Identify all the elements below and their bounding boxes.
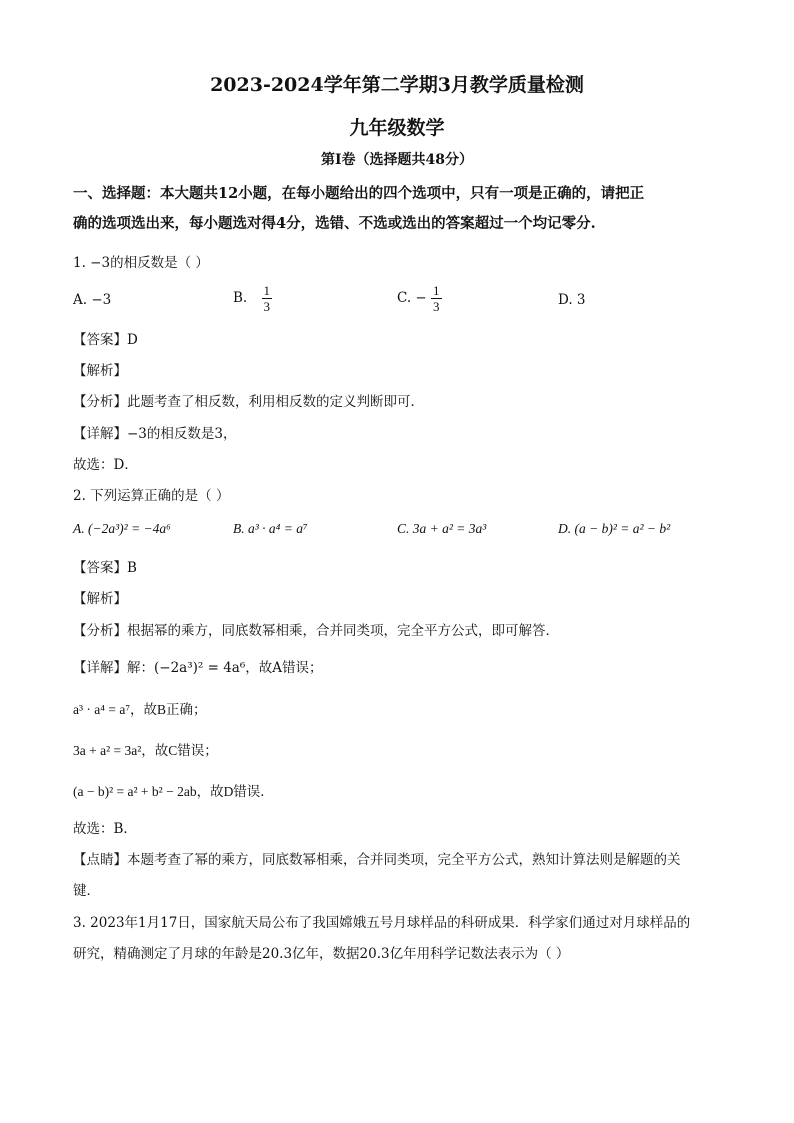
q1-analysis-heading: 【解析】 [73, 363, 127, 379]
q1-option-c-label: C. − [397, 290, 427, 306]
q2-answer: 【答案】B [73, 560, 137, 576]
q2-comment-line-1: 【点睛】本题考查了幂的乘方，同底数幂相乘，合并同类项，完全平方公式，熟知计算法则是解题的关 [73, 852, 681, 868]
q1-analysis: 【分析】此题考查了相反数，利用相反数的定义判断即可． [73, 394, 424, 410]
q2-detail-1: 【详解】解：(−2a³)² = 4a⁶，故A错误； [73, 660, 323, 676]
instructions-line-2: 确的选项选出来，每小题选对得4分，选错、不选或选出的答案超过一个均记零分. [73, 215, 596, 232]
q1-option-b-numerator: 1 [263, 283, 271, 298]
instructions-line-1: 一、选择题：本大题共12小题，在每小题给出的四个选项中，只有一项是正确的，请把正 [73, 185, 645, 202]
q1-option-c-fraction [431, 283, 442, 314]
q2-comment-line-2: 键． [73, 883, 100, 899]
q2-detail-3: 3a + a² = 3a²，故C错误； [73, 743, 218, 758]
q1-answer: 【答案】D [73, 332, 138, 348]
q1-option-b [233, 283, 272, 314]
q3-stem-line-2: 研究，精确测定了月球的年龄是20.3亿年，数据20.3亿年用科学记数法表示为（ ） [73, 946, 570, 962]
q2-option-a: A. (−2a³)² = −4a⁶ [73, 521, 171, 536]
q2-detail-2: a³ · a⁴ = a⁷，故B正确； [73, 702, 207, 717]
q1-option-c [397, 283, 442, 314]
q3-stem-line-1: 3. 2023年1月17日，国家航天局公布了我国嫦娥五号月球样品的科研成果．科学家们通过对月球样品的 [73, 915, 691, 931]
section-heading: 第I卷（选择题共48分） [320, 152, 474, 168]
q1-option-a: A. −3 [73, 292, 112, 308]
q1-option-c-denominator: 3 [433, 299, 440, 314]
q2-option-b: B. a³ · a⁴ = a⁷ [233, 521, 308, 536]
q2-option-c: C. 3a + a² = 3a³ [397, 521, 487, 536]
q1-option-b-denominator: 3 [263, 299, 271, 314]
q2-analysis: 【分析】根据幂的乘方，同底数幂相乘，合并同类项，完全平方公式，即可解答． [73, 623, 559, 639]
q2-stem: 2. 下列运算正确的是（ ） [73, 488, 230, 504]
q1-option-d: D. 3 [558, 292, 586, 308]
q2-conclusion: 故选：B． [73, 821, 137, 837]
exam-title: 2023-2024学年第二学期3月教学质量检测 [210, 74, 584, 96]
q1-option-b-fraction [262, 283, 273, 314]
q1-option-b-label: B. [233, 290, 248, 306]
q2-analysis-heading: 【解析】 [73, 591, 127, 607]
q1-option-c-numerator: 1 [433, 283, 440, 298]
q2-option-d: D. (a − b)² = a² − b² [558, 521, 671, 536]
q1-stem: 1. −3的相反数是（ ） [73, 255, 209, 271]
q2-detail-4: (a − b)² = a² + b² − 2ab，故D错误． [73, 784, 274, 799]
q1-detail: 【详解】−3的相反数是3， [73, 426, 237, 442]
q1-conclusion: 故选：D． [73, 457, 138, 473]
exam-subtitle: 九年级数学 [349, 117, 445, 139]
